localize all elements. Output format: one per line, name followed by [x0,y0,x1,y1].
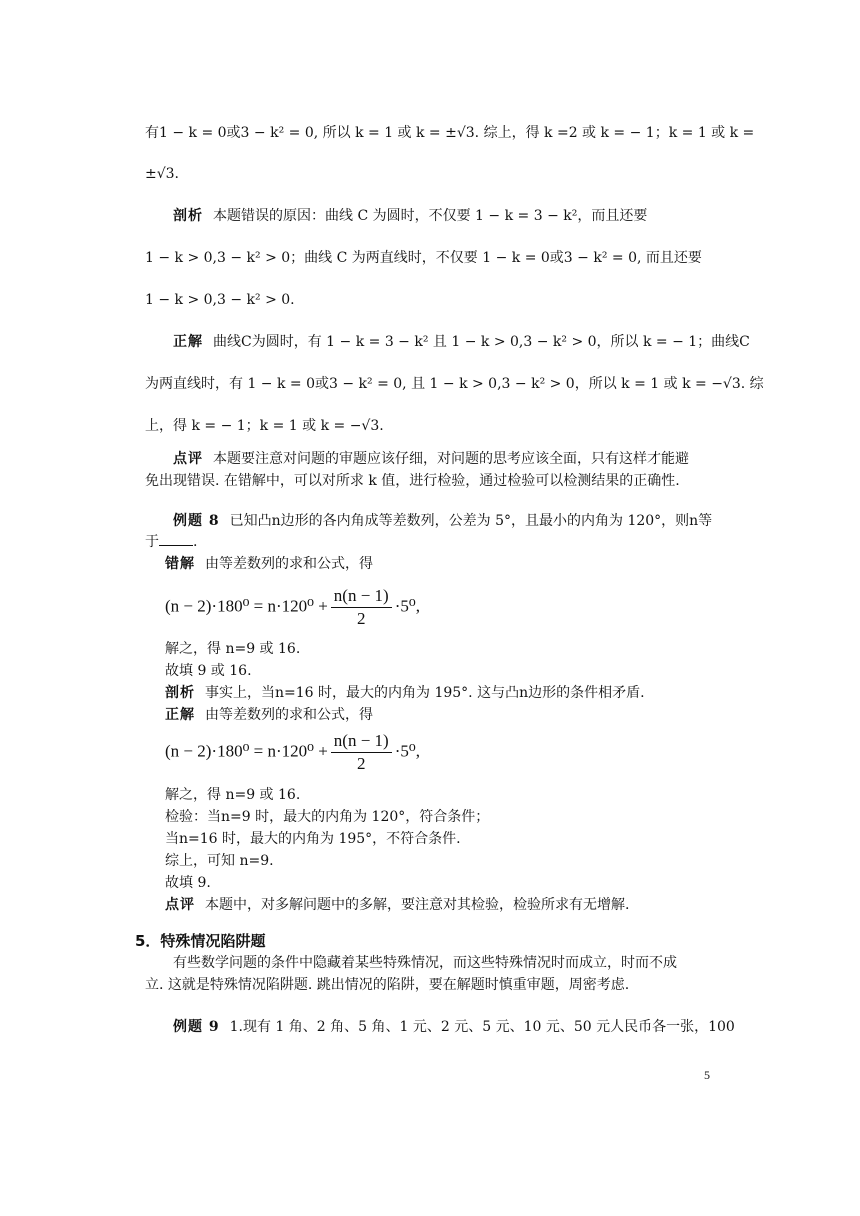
page-number: 5 [704,1068,710,1082]
wrong-solution-paragraph [165,555,712,573]
section-label: 错解 [165,556,195,572]
analysis-paragraph [173,207,712,225]
equation-right: ·5⁰, [394,596,420,616]
example-9-title [173,1018,735,1036]
equation [165,730,420,775]
section-label: 点评 [165,897,195,913]
text-span: . [193,534,198,550]
text-line [145,533,712,551]
equation [165,585,420,630]
fraction [331,730,392,775]
fraction-numerator: n(n − 1) [331,730,392,753]
text-line: 综上，可知 n=9. [165,853,274,869]
fraction [331,585,392,630]
example-label: 例题 9 [173,1019,220,1035]
solution-paragraph [173,333,750,351]
text-line: 1 − k > 0,3 − k² > 0. [145,292,295,308]
text-span: 于 [145,534,159,550]
section-label: 剖析 [165,685,195,701]
fraction-denominator: 2 [357,609,366,628]
text-line: 有1 − k = 0或3 − k² = 0, 所以 k = 1 或 k = ±√3. 综上，得 k =2 或 k = − 1；k = 1 或 k = [145,125,755,141]
example-label: 例题 8 [173,513,220,529]
text-line: 解之，得 n=9 或 16. [165,787,301,803]
text-line: 立. 这就是特殊情况陷阱题. 跳出情况的陷阱，要在解题时慎重审题，周密考虑. [145,977,630,993]
answer-blank [159,545,193,546]
text-line: 故填 9. [165,875,211,891]
text-span: 本题中，对多解问题中的多解，要注意对其检验，检验所求有无增解. [205,897,630,913]
section-label: 正解 [173,334,203,350]
solution-paragraph [165,706,712,724]
text-line: 1 − k > 0,3 − k² > 0；曲线 C 为两直线时，不仅要 1 − k = 0或3 − k² = 0, 而且还要 [145,250,702,266]
equation-left: (n − 2)·180⁰ = n·120⁰ + [165,596,328,616]
text-line: 检验：当n=9 时，最大的内角为 120°，符合条件； [165,809,490,825]
text-line: 解之，得 n=9 或 16. [165,641,301,657]
section-label: 点评 [173,451,203,467]
text-span: 1.现有 1 角、2 角、5 角、1 元、2 元、5 元、10 元、50 元人民币各一张，100 [229,1019,735,1035]
text-span: 本题错误的原因：曲线 C 为圆时，不仅要 1 − k = 3 − k²，而且还要 [213,208,648,224]
section-label: 剖析 [173,208,203,224]
fraction-numerator: n(n − 1) [331,585,392,608]
text-line: 免出现错误. 在错解中，可以对所求 k 值，进行检验，通过检验可以检测结果的正确性. [145,473,680,489]
text-line: 当n=16 时，最大的内角为 195°，不符合条件. [165,831,461,847]
text-span: 曲线C为圆时，有 1 − k = 3 − k² 且 1 − k > 0,3 − k² > 0，所以 k = − 1；曲线C [213,334,750,350]
text-line: 上，得 k = − 1；k = 1 或 k = −√3. [145,418,384,434]
section-heading: 5．特殊情况陷阱题 [135,932,266,950]
comment-paragraph [165,896,712,914]
text-span: 事实上，当n=16 时，最大的内角为 195°. 这与凸n边形的条件相矛盾. [205,685,645,701]
text-span: 由等差数列的求和公式，得 [205,556,373,572]
text-line: ±√3. [145,166,180,182]
text-span: 本题要注意对问题的审题应该仔细，对问题的思考应该全面，只有这样才能避 [213,451,689,467]
text-line: 为两直线时，有 1 − k = 0或3 − k² = 0, 且 1 − k > 0,3 − k² > 0，所以 k = 1 或 k = −√3. 综 [145,376,764,392]
text-line: 有些数学问题的条件中隐藏着某些特殊情况，而这些特殊情况时而成立，时而不成 [173,955,677,971]
fraction-denominator: 2 [357,754,366,773]
equation-right: ·5⁰, [394,741,420,761]
section-label: 正解 [165,707,195,723]
analysis-paragraph [165,684,712,702]
text-span: 由等差数列的求和公式，得 [205,707,373,723]
text-span: 已知凸n边形的各内角成等差数列，公差为 5°，且最小的内角为 120°，则n等 [229,513,713,529]
comment-paragraph [173,450,712,468]
example-8-title [173,512,712,530]
equation-left: (n − 2)·180⁰ = n·120⁰ + [165,741,328,761]
text-line: 故填 9 或 16. [165,663,252,679]
